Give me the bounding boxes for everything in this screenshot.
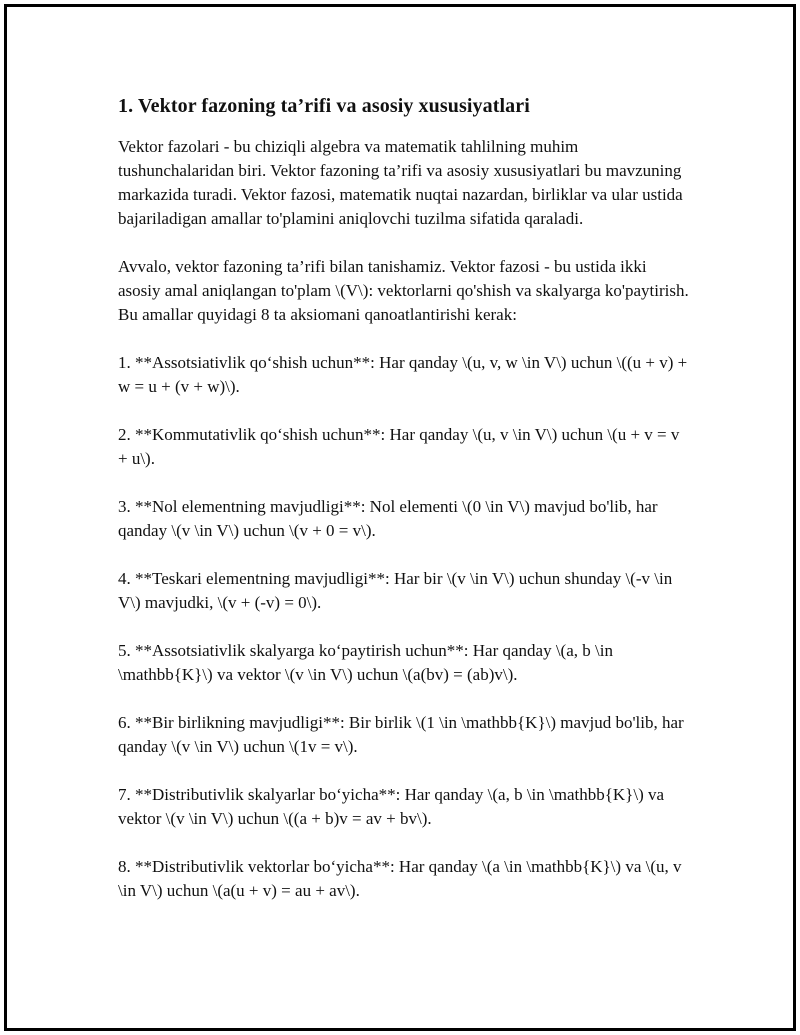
axiom-1-paragraph: 1. **Assotsiativlik qo‘shish uchun**: Har qanday \(u, v, w \in V\) uchun \((u + v) + w = u + (v + w)\). [118, 353, 688, 396]
axiom-6-paragraph: 6. **Bir birlikning mavjudligi**: Bir birlik \(1 \in \mathbb{K}\) mavjud bo'lib, har qanday \(v \in V\) uchun \(1v = v\). [118, 713, 684, 756]
axiom-5-paragraph: 5. **Assotsiativlik skalyarga ko‘paytirish uchun**: Har qanday \(a, b \in \mathbb{K}\) va vektor \(v \in V\) uchun \(a(bv) = (ab)v\). [118, 641, 613, 684]
section-heading: 1. Vektor fazoning ta’rifi va asosiy xususiyatlari [118, 95, 530, 117]
axiom-7-paragraph: 7. **Distributivlik skalyarlar bo‘yicha**: Har qanday \(a, b \in \mathbb{K}\) va vektor \(v \in V\) uchun \((a + b)v = av + bv\). [118, 785, 665, 828]
document-body [118, 93, 690, 927]
axiom-2-paragraph: 2. **Kommutativlik qo‘shish uchun**: Har qanday \(u, v \in V\) uchun \(u + v = v + u\). [118, 425, 680, 468]
intro-paragraph: Vektor fazolari - bu chiziqli algebra va matematik tahlilning muhim tushunchalaridan biri. Vektor fazoning ta’rifi va asosiy xususiyatlari bu mavzuning markazida turadi. Vektor fazosi, matematik nuqtai nazardan, birliklar va ular ustida bajariladigan amallar to'plamini aniqlovchi tuzilma sifatida qaraladi. [118, 137, 683, 228]
axiom-8-paragraph: 8. **Distributivlik vektorlar bo‘yicha**: Har qanday \(a \in \mathbb{K}\) va \(u, v \in V\) uchun \(a(u + v) = au + av\). [118, 857, 682, 900]
axiom-4-paragraph: 4. **Teskari elementning mavjudligi**: Har bir \(v \in V\) uchun shunday \(-v \in V\) mavjudki, \(v + (-v) = 0\). [118, 569, 673, 612]
axiom-3-paragraph: 3. **Nol elementning mavjudligi**: Nol elementi \(0 \in V\) mavjud bo'lib, har qanday \(v \in V\) uchun \(v + 0 = v\). [118, 497, 658, 540]
definition-paragraph: Avvalo, vektor fazoning ta’rifi bilan tanishamiz. Vektor fazosi - bu ustida ikki asosiy amal aniqlangan to'plam \(V\): vektorlarni qo'shish va skalyarga ko'paytirish. Bu amallar quyidagi 8 ta aksiomani qanoatlantirishi kerak: [118, 257, 689, 324]
